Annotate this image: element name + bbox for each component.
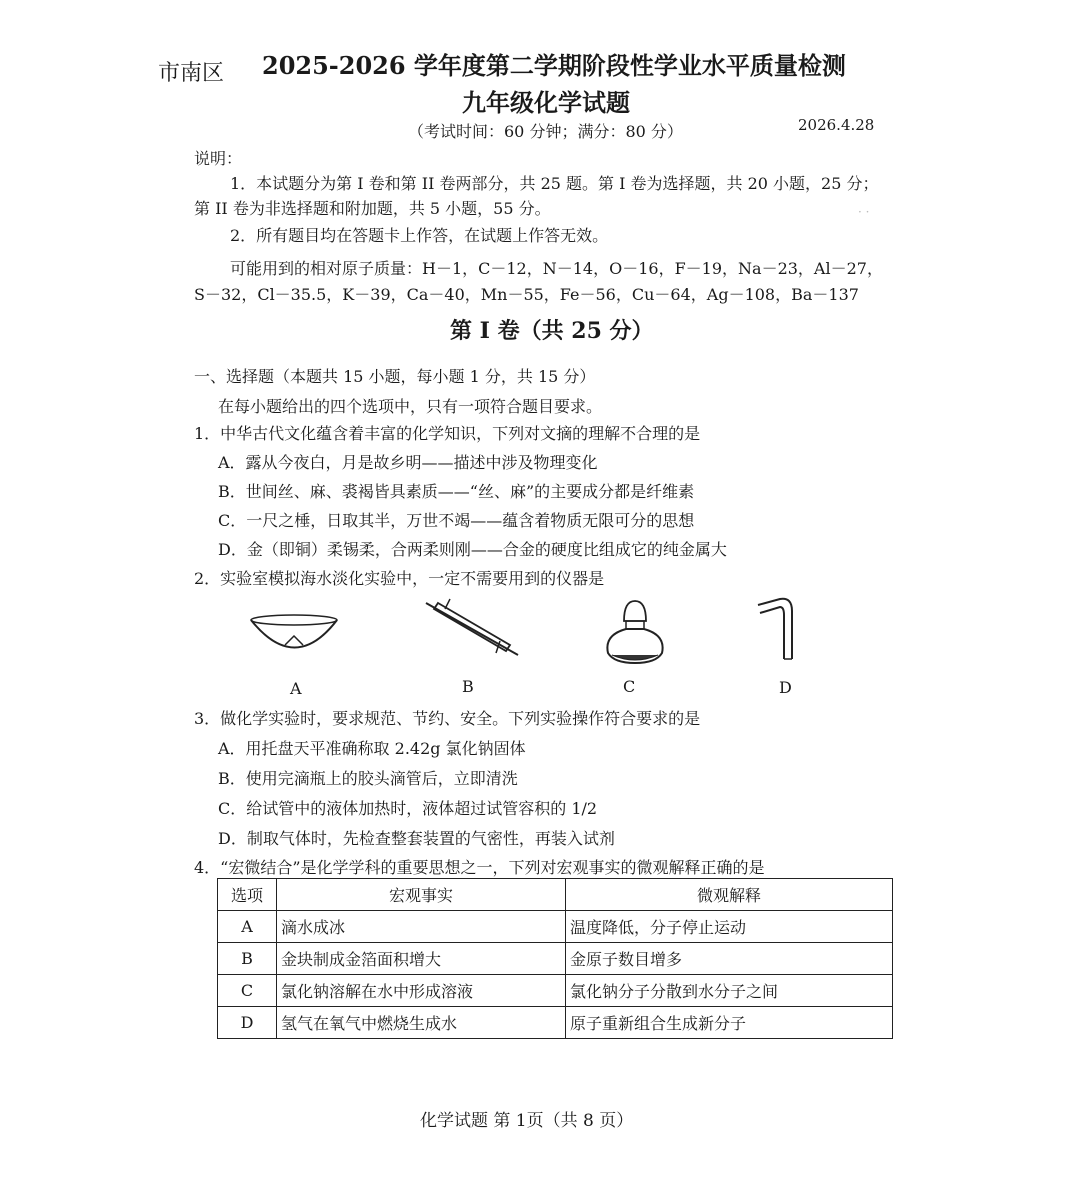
section-title: 第 I 卷（共 25 分） — [450, 318, 654, 344]
question-3-option-c: C．给试管中的液体加热时，液体超过试管容积的 1/2 — [218, 799, 598, 818]
header-micro-explanation: 微观解释 — [566, 879, 893, 911]
notes-heading: 说明： — [194, 149, 243, 168]
question-4-table — [217, 878, 893, 1039]
question-2-stem: 2．实验室模拟海水淡化实验中，一定不需要用到的仪器是 — [194, 569, 605, 588]
bent-glass-tube-figure — [750, 595, 805, 665]
figure-label-d: D — [779, 678, 792, 697]
question-1-option-b: B．世间丝、麻、裘褐皆具素质——“丝、麻”的主要成分都是纤维素 — [218, 482, 695, 501]
exam-info: （考试时间：60 分钟；满分：80 分） — [408, 122, 683, 141]
row-macro-fact: 氯化钠溶解在水中形成溶液 — [277, 975, 566, 1007]
row-option: D — [218, 1007, 277, 1039]
table-row — [218, 911, 893, 943]
question-1-option-c: C．一尺之棰，日取其半，万世不竭——蕴含着物质无限可分的思想 — [218, 511, 695, 530]
table-header-row — [218, 879, 893, 911]
notes-line-1b: 第 II 卷为非选择题和附加题，共 5 小题，55 分。 — [194, 199, 551, 218]
question-3-option-b: B．使用完滴瓶上的胶头滴管后，立即清洗 — [218, 769, 518, 788]
question-3-option-a: A．用托盘天平准确称取 2.42g 氯化钠固体 — [218, 739, 526, 758]
notes-line-2: 2．所有题目均在答题卡上作答，在试题上作答无效。 — [230, 226, 609, 245]
question-4-stem: 4．“宏微结合”是化学学科的重要思想之一，下列对宏观事实的微观解释正确的是 — [194, 858, 765, 877]
atomic-masses-2: S－32，Cl－35.5，K－39，Ca－40，Mn－55，Fe－56，Cu－64，Ag－108，Ba－137 — [194, 285, 859, 304]
row-macro-fact: 氢气在氧气中燃烧生成水 — [277, 1007, 566, 1039]
exam-subtitle: 九年级化学试题 — [462, 88, 630, 117]
row-option: A — [218, 911, 277, 943]
row-macro-fact: 金块制成金箔面积增大 — [277, 943, 566, 975]
atomic-masses-1: 可能用到的相对原子质量：H－1，C－12，N－14，O－16，F－19，Na－23，Al－27， — [230, 259, 883, 278]
question-3-option-d: D．制取气体时，先检查整套装置的气密性，再装入试剂 — [218, 829, 615, 848]
alcohol-lamp-figure — [600, 595, 670, 670]
part-heading: 一、选择题（本题共 15 小题，每小题 1 分，共 15 分） — [194, 367, 596, 386]
question-1-stem: 1．中华古代文化蕴含着丰富的化学知识，下列对文摘的理解不合理的是 — [194, 424, 701, 443]
figure-label-c: C — [623, 677, 636, 696]
notes-line-1: 1．本试题分为第 I 卷和第 II 卷两部分，共 25 题。第 I 卷为选择题，共 20 小题，25 分； — [230, 174, 879, 193]
page-footer: 化学试题 第 1页（共 8 页） — [420, 1111, 634, 1131]
scan-smudge: · · — [858, 205, 870, 219]
row-macro-fact: 滴水成冰 — [277, 911, 566, 943]
row-option: B — [218, 943, 277, 975]
question-1-option-d: D．金（即铜）柔锡柔，合两柔则刚——合金的硬度比组成它的纯金属大 — [218, 540, 727, 559]
condenser-tube-figure — [420, 595, 525, 665]
row-micro-explanation: 氯化钠分子分散到水分子之间 — [566, 975, 893, 1007]
table-row — [218, 975, 893, 1007]
figure-label-b: B — [462, 677, 474, 696]
figure-label-a: A — [290, 679, 302, 698]
header-option: 选项 — [218, 879, 277, 911]
row-micro-explanation: 温度降低，分子停止运动 — [566, 911, 893, 943]
header-macro-fact: 宏观事实 — [277, 879, 566, 911]
table-row — [218, 943, 893, 975]
district-label: 市南区 — [158, 61, 225, 86]
evaporating-dish-figure — [245, 600, 345, 670]
part-instruction: 在每小题给出的四个选项中，只有一项符合题目要求。 — [218, 397, 603, 416]
table-row — [218, 1007, 893, 1039]
exam-date: 2026.4.28 — [798, 116, 875, 134]
row-micro-explanation: 原子重新组合生成新分子 — [566, 1007, 893, 1039]
row-micro-explanation: 金原子数目增多 — [566, 943, 893, 975]
row-option: C — [218, 975, 277, 1007]
exam-title: 2025-2026 学年度第二学期阶段性学业水平质量检测 — [262, 51, 846, 80]
question-1-option-a: A．露从今夜白，月是故乡明——描述中涉及物理变化 — [218, 453, 598, 472]
question-3-stem: 3．做化学实验时，要求规范、节约、安全。下列实验操作符合要求的是 — [194, 709, 701, 728]
